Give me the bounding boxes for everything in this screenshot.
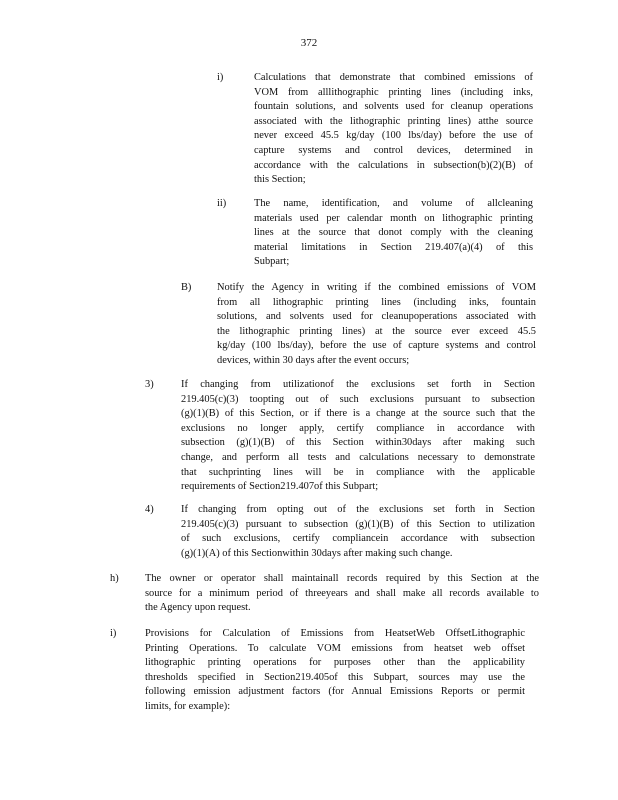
text-line: lithographic printing operations for purposes other than the applicability <box>145 657 525 669</box>
text-line: materials used per calendar month on lithographic printing <box>254 212 533 224</box>
item-text <box>181 503 535 561</box>
text-line: never exceed 45.5 kg/day (100 lbs/day) before the use of <box>254 130 533 142</box>
text-line: The owner or operator shall maintainall records required by this Section at the <box>145 573 539 584</box>
text-line: kg/day (100 lbs/day), before the use of capture systems and control <box>217 340 536 352</box>
text-line: Subpart; <box>254 256 290 268</box>
item-text <box>254 71 533 188</box>
item-label: 4) <box>145 504 154 515</box>
item-text <box>145 627 525 715</box>
text-line: requirements of Section219.407of this Subpart; <box>181 481 379 493</box>
item-label: B) <box>181 282 192 293</box>
text-line: following emission adjustment factors (for Annual Emissions Reports or permit <box>145 686 525 698</box>
text-line: subsection (g)(1)(B) of this Section within30days after making such <box>181 437 535 449</box>
text-line: (g)(1)(A) of this Sectionwithin 30days after making such change. <box>181 547 453 559</box>
text-line: the lithographic printing lines) at the source ever exceed 45.5 <box>217 325 536 337</box>
text-line: Notify the Agency in writing if the combined emissions of VOM <box>217 282 536 293</box>
text-line: exclusions no longer apply, certify compliance in accordance with <box>181 422 535 434</box>
text-line: fountain solutions, and solvents used for cleanup operations <box>254 101 533 113</box>
item-text <box>145 572 539 616</box>
text-line: change, and perform all tests and calculations necessary to demonstrate <box>181 451 535 463</box>
item-label: h) <box>110 573 119 584</box>
text-line: lines at the source that donot comply with the cleaning <box>254 227 533 239</box>
text-line: limits, for example): <box>145 700 231 712</box>
text-line: source for a minimum period of threeyears and shall make all records available to <box>145 587 539 599</box>
item-label: 3) <box>145 379 154 390</box>
page-number: 372 <box>300 37 318 49</box>
text-line: capture systems and control devices, determined in <box>254 144 533 156</box>
text-line: of such exclusions, certify compliancein accordance with subsection <box>181 533 535 545</box>
text-line: If changing from utilizationof the exclusions set forth in Section <box>181 379 535 390</box>
text-line: material limitations in Section 219.407(a)(4) of this <box>254 241 533 253</box>
text-line: If changing from opting out of the exclusions set forth in Section <box>181 504 535 515</box>
text-line: VOM from alllithographic printing lines (including inks, <box>254 86 533 98</box>
text-line: 219.405(c)(3) toopting out of such exclusions pursuant to subsection <box>181 393 535 405</box>
item-label: i) <box>110 628 117 639</box>
text-line: associated with the lithographic printing lines) atthe source <box>254 115 533 127</box>
text-line: the Agency upon request. <box>145 602 251 614</box>
item-text <box>217 281 536 369</box>
text-line: devices, within 30 days after the event occurs; <box>217 354 410 366</box>
item-text <box>254 197 533 270</box>
text-line: accordance with the calculations in subsection(b)(2)(B) of <box>254 159 533 171</box>
text-line: 219.405(c)(3) pursuant to subsection (g)(1)(B) of this Section to utilization <box>181 518 535 530</box>
text-line: that suchprinting lines will be in compliance with the applicable <box>181 466 535 478</box>
text-line: (g)(1)(B) of this Section, or if there is a change at the source such that the <box>181 408 535 420</box>
text-line: Calculations that demonstrate that combined emissions of <box>254 72 533 83</box>
text-line: from all lithographic printing lines (including inks, fountain <box>217 296 536 308</box>
text-line: solutions, and solvents used for cleanupoperations associated with <box>217 311 536 323</box>
text-line: Printing Operations. To calculate VOM emissions from heatset web offset <box>145 642 525 654</box>
text-line: thresholds specified in Section219.405of this Subpart, sources may use the <box>145 671 525 683</box>
text-line: The name, identification, and volume of allcleaning <box>254 198 533 209</box>
item-label: i) <box>217 72 224 83</box>
text-line: this Section; <box>254 174 306 186</box>
item-label: ii) <box>217 198 227 209</box>
item-text <box>181 378 535 495</box>
text-line: Provisions for Calculation of Emissions from HeatsetWeb OffsetLithographic <box>145 628 525 639</box>
